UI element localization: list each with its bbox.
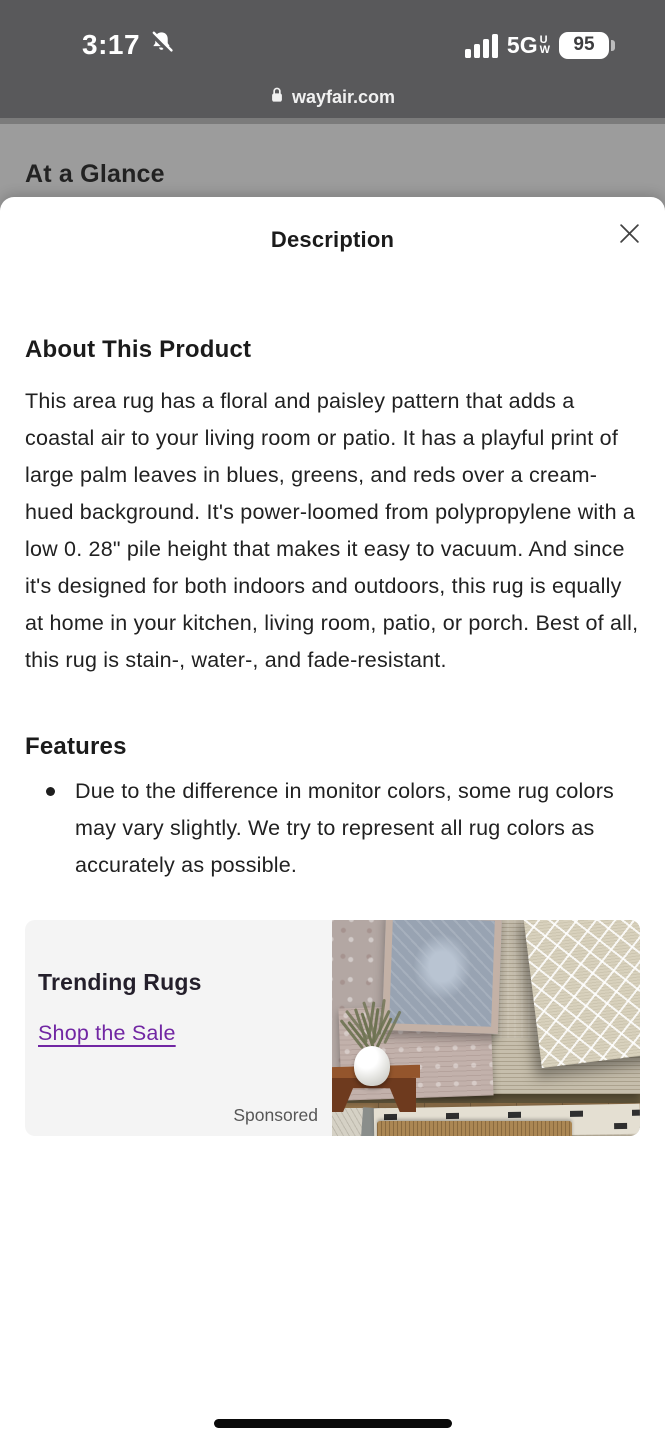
close-icon bbox=[618, 222, 641, 248]
home-indicator[interactable] bbox=[214, 1419, 452, 1428]
lock-icon bbox=[270, 86, 284, 108]
jute-rug-shape bbox=[377, 1121, 572, 1136]
bullet-icon bbox=[46, 787, 55, 796]
about-body-text: This area rug has a floral and paisley pattern that adds a coastal air to your living room or patio. It has a playful print of large palm leaves in blues, greens, and reds over a cream-hued background. It's power-loomed from polypropylene with a low 0. 28" pile height that makes it easy to vacuum. And since it's designed for both indoors and outdoors, this rug is equally at home in your kitchen, living room, patio, or porch. Best of all, this rug is stain-, water-, and fade-resistant. bbox=[25, 389, 639, 672]
sponsored-ad-card[interactable] bbox=[25, 920, 640, 1136]
sheet-content bbox=[0, 336, 665, 1136]
ad-title: Trending Rugs bbox=[38, 969, 202, 995]
shop-the-sale-link[interactable]: Shop the Sale bbox=[38, 1021, 176, 1045]
status-right-group bbox=[465, 32, 615, 59]
ad-image bbox=[332, 920, 640, 1136]
ad-text-panel bbox=[25, 920, 332, 1136]
features-heading: Features bbox=[25, 733, 127, 760]
about-heading: About This Product bbox=[25, 336, 252, 363]
description-bottom-sheet bbox=[0, 197, 665, 1440]
cellular-signal-icon bbox=[465, 33, 498, 58]
clock-time: 3:17 bbox=[82, 29, 141, 60]
network-sub-label: U W bbox=[539, 34, 550, 56]
feature-item-text: Due to the difference in monitor colors, some rug colors may vary slightly. We try to represent all rug colors as accurately as possible. bbox=[75, 779, 614, 877]
sheet-title: Description bbox=[270, 227, 395, 252]
network-type-indicator bbox=[507, 32, 550, 59]
sheet-header bbox=[0, 197, 665, 253]
trellis-rug-shape bbox=[523, 920, 640, 1068]
oriental-rug-shape bbox=[382, 920, 502, 1034]
battery-icon bbox=[559, 32, 615, 59]
close-button[interactable] bbox=[615, 221, 643, 249]
notifications-silenced-icon bbox=[148, 29, 175, 61]
page-heading-behind: At a Glance bbox=[25, 160, 165, 188]
dash-row-shape bbox=[384, 1110, 640, 1120]
sponsored-label: Sponsored bbox=[233, 1105, 318, 1125]
safari-address-bar[interactable] bbox=[0, 80, 665, 114]
toolbar-shadow-strip bbox=[0, 118, 665, 124]
battery-cap bbox=[611, 40, 615, 51]
status-left-group bbox=[82, 29, 175, 61]
network-label: 5G bbox=[506, 31, 538, 58]
url-domain: wayfair.com bbox=[291, 86, 396, 107]
safari-top-chrome bbox=[0, 0, 665, 118]
status-bar bbox=[0, 18, 665, 72]
vase-shape bbox=[354, 1046, 390, 1086]
battery-percent: 95 bbox=[559, 32, 609, 59]
feature-list-item bbox=[25, 773, 640, 884]
